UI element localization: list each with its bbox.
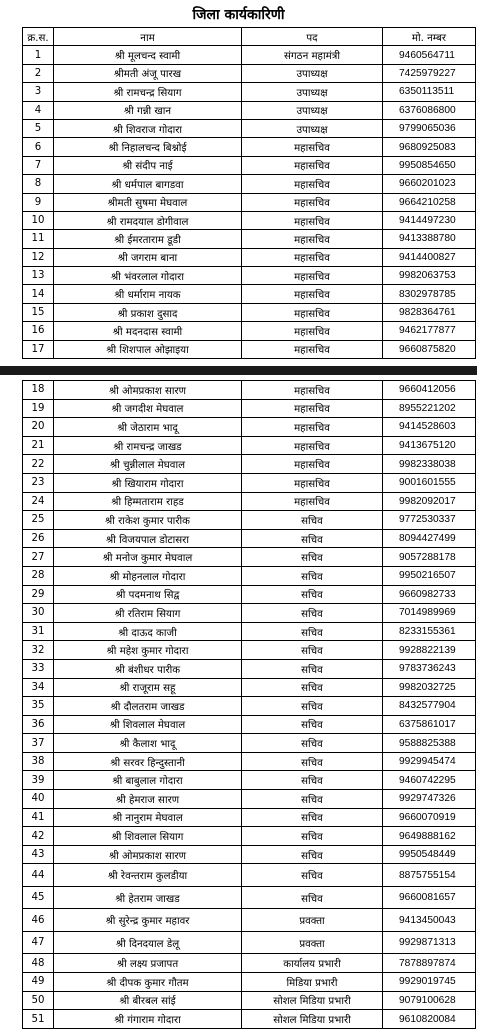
cell-post: सचिव [242,864,383,887]
cell-serial-number: 25 [23,511,54,530]
cell-name: श्री कैलाश भादू [54,734,242,753]
cell-mobile: 9950854650 [383,156,476,174]
cell-name: श्री ओमप्रकाश सारण [54,381,242,400]
table-header-row [23,28,476,46]
table-row [23,83,476,101]
cell-name: श्री रामदयाल डोगीवाल [54,211,242,229]
table-row [23,511,476,530]
table-row [23,399,476,418]
cell-serial-number: 15 [23,303,54,321]
cell-post: उपाध्यक्ष [242,119,383,137]
cell-name: श्री संदीप नाई [54,156,242,174]
cell-name: श्री दौलतराम जाखड [54,697,242,716]
cell-mobile: 9950216507 [383,566,476,585]
cell-serial-number: 3 [23,83,54,101]
cell-post: महासचिव [242,230,383,248]
cell-post: उपाध्यक्ष [242,83,383,101]
cell-mobile: 9079100628 [383,991,476,1010]
cell-mobile: 8432577904 [383,697,476,716]
cell-serial-number: 33 [23,659,54,678]
cell-serial-number: 1 [23,46,54,64]
cell-mobile: 7014989969 [383,604,476,623]
cell-mobile: 9982092017 [383,492,476,511]
cell-name: श्री भंवरलाल गोदारा [54,267,242,285]
cell-name: श्री मोहनलाल गोदारा [54,566,242,585]
table-row [23,585,476,604]
cell-post: महासचिव [242,156,383,174]
cell-name: श्री दाऊद काजी [54,622,242,641]
cell-name: श्री विजयपाल डोटासरा [54,529,242,548]
cell-post: सचिव [242,790,383,809]
cell-mobile: 8875755154 [383,864,476,887]
table-row [23,248,476,266]
cell-mobile: 9982338038 [383,455,476,474]
cell-post: कार्यालय प्रभारी [242,954,383,973]
cell-name: श्री हेमराज सारण [54,790,242,809]
cell-serial-number: 6 [23,138,54,156]
cell-post: सचिव [242,659,383,678]
cell-name: श्री सरवर हिन्दुस्तानी [54,752,242,771]
cell-serial-number: 41 [23,808,54,827]
header-mobile: मो. नम्बर [383,28,476,46]
cell-mobile: 6375861017 [383,715,476,734]
cell-serial-number: 10 [23,211,54,229]
cell-mobile: 9929871313 [383,931,476,954]
cell-serial-number: 50 [23,991,54,1010]
cell-serial-number: 40 [23,790,54,809]
page-title: जिला कार्यकारिणी [192,7,285,23]
cell-mobile: 9783736243 [383,659,476,678]
cell-serial-number: 8 [23,175,54,193]
table-row [23,529,476,548]
cell-name: श्री धर्माराम नायक [54,285,242,303]
cell-post: महासचिव [242,267,383,285]
cell-name: श्रीमती अंजू पारख [54,64,242,82]
table-row [23,622,476,641]
cell-post: महासचिव [242,399,383,418]
cell-post: सचिव [242,548,383,567]
cell-post: सचिव [242,622,383,641]
cell-serial-number: 27 [23,548,54,567]
table-row [23,566,476,585]
cell-serial-number: 31 [23,622,54,641]
cell-serial-number: 5 [23,119,54,137]
header-name: नाम [54,28,242,46]
cell-post: महासचिव [242,322,383,340]
cell-mobile: 9928822139 [383,641,476,660]
cell-serial-number: 47 [23,931,54,954]
table-row [23,156,476,174]
cell-serial-number: 30 [23,604,54,623]
cell-post: सचिव [242,715,383,734]
cell-post: सचिव [242,827,383,846]
cell-mobile: 9660201023 [383,175,476,193]
cell-mobile: 8233155361 [383,622,476,641]
cell-name: श्री शिवलाल मेघवाल [54,715,242,734]
cell-name: श्री प्रकाश दुसाद [54,303,242,321]
cell-serial-number: 36 [23,715,54,734]
cell-name: श्री सुरेन्द्र कुमार महावर [54,909,242,932]
cell-post: उपाध्यक्ष [242,64,383,82]
cell-mobile: 9413675120 [383,436,476,455]
cell-name: श्री राजूराम सहू [54,678,242,697]
cell-name: श्री मदनदास स्वामी [54,322,242,340]
table-row [23,418,476,437]
table-row [23,678,476,697]
table-row [23,211,476,229]
table-row [23,973,476,992]
cell-mobile: 9929747326 [383,790,476,809]
table-row [23,659,476,678]
cell-serial-number: 20 [23,418,54,437]
cell-mobile: 9460742295 [383,771,476,790]
cell-mobile: 9460564711 [383,46,476,64]
table-row [23,827,476,846]
table-row [23,790,476,809]
cell-serial-number: 38 [23,752,54,771]
members-table-part-2 [22,380,476,1029]
cell-name: श्री जगदीश मेघवाल [54,399,242,418]
cell-mobile: 9664210258 [383,193,476,211]
cell-post: महासचिव [242,211,383,229]
cell-name: श्री लक्ष्य प्रजापत [54,954,242,973]
cell-serial-number: 35 [23,697,54,716]
cell-post: सोशल मिडिया प्रभारी [242,991,383,1010]
cell-serial-number: 19 [23,399,54,418]
cell-mobile: 9929019745 [383,973,476,992]
cell-serial-number: 46 [23,909,54,932]
cell-serial-number: 26 [23,529,54,548]
cell-serial-number: 24 [23,492,54,511]
cell-post: सचिव [242,511,383,530]
header-serial-number: क्र.स. [23,28,54,46]
table-row [23,473,476,492]
cell-mobile: 9414528603 [383,418,476,437]
cell-mobile: 8955221202 [383,399,476,418]
cell-name: श्री गन्नी खान [54,101,242,119]
cell-mobile: 9610820084 [383,1010,476,1029]
cell-mobile: 9057288178 [383,548,476,567]
cell-post: प्रवक्ता [242,931,383,954]
cell-name: श्री रतिराम सियाग [54,604,242,623]
cell-name: श्री हेतराम जाखड [54,886,242,909]
table-row [23,46,476,64]
cell-post: महासचिव [242,492,383,511]
cell-serial-number: 28 [23,566,54,585]
cell-mobile: 9001601555 [383,473,476,492]
table-row [23,230,476,248]
table-row [23,604,476,623]
cell-name: श्री ओमप्रकाश सारण [54,845,242,864]
cell-serial-number: 22 [23,455,54,474]
table-row [23,285,476,303]
cell-mobile: 9660412056 [383,381,476,400]
cell-post: सचिव [242,752,383,771]
table-row [23,886,476,909]
cell-name: श्री नानुराम मेघवाल [54,808,242,827]
cell-post: सचिव [242,771,383,790]
cell-mobile: 9660875820 [383,340,476,358]
table-row [23,909,476,932]
cell-mobile: 9772530337 [383,511,476,530]
cell-mobile: 6376086800 [383,101,476,119]
cell-serial-number: 2 [23,64,54,82]
cell-serial-number: 48 [23,954,54,973]
cell-mobile: 9660081657 [383,886,476,909]
cell-post: संगठन महामंत्री [242,46,383,64]
cell-mobile: 9929945474 [383,752,476,771]
cell-serial-number: 43 [23,845,54,864]
cell-name: श्री बीरबल सांई [54,991,242,1010]
cell-name: श्री शिशपाल ओझाइया [54,340,242,358]
cell-mobile: 9413450043 [383,909,476,932]
table-row [23,455,476,474]
cell-name: श्री चुन्नीलाल मेघवाल [54,455,242,474]
cell-post: सचिव [242,641,383,660]
table-row [23,864,476,887]
cell-serial-number: 42 [23,827,54,846]
cell-post: सचिव [242,886,383,909]
cell-name: श्री रामचन्द्र सियाग [54,83,242,101]
cell-mobile: 9462177877 [383,322,476,340]
cell-serial-number: 9 [23,193,54,211]
cell-name: श्री हिम्मताराम राहड [54,492,242,511]
cell-name: श्री खियाराम गोदारा [54,473,242,492]
cell-name: श्री शिवलाल सियाग [54,827,242,846]
table-row [23,436,476,455]
cell-post: महासचिव [242,381,383,400]
cell-name: श्री धर्मपाल बागडवा [54,175,242,193]
cell-name: श्री दीपक कुमार गौतम [54,973,242,992]
table-row [23,64,476,82]
table-row [23,715,476,734]
cell-name: श्री शिवराज गोदारा [54,119,242,137]
cell-serial-number: 39 [23,771,54,790]
cell-serial-number: 37 [23,734,54,753]
table-row [23,845,476,864]
cell-name: श्री राकेश कुमार पारीक [54,511,242,530]
table-row [23,175,476,193]
cell-serial-number: 44 [23,864,54,887]
cell-post: महासचिव [242,175,383,193]
cell-serial-number: 18 [23,381,54,400]
table-row [23,548,476,567]
cell-mobile: 7878897874 [383,954,476,973]
section-divider-band [0,366,477,375]
table-row [23,193,476,211]
cell-post: प्रवक्ता [242,909,383,932]
cell-post: महासचिव [242,303,383,321]
cell-post: महासचिव [242,193,383,211]
cell-post: सचिव [242,566,383,585]
cell-post: सचिव [242,734,383,753]
cell-name: श्री ईमरताराम डूडी [54,230,242,248]
cell-mobile: 9660982733 [383,585,476,604]
cell-serial-number: 51 [23,1010,54,1029]
table-row [23,492,476,511]
cell-serial-number: 12 [23,248,54,266]
cell-post: महासचिव [242,285,383,303]
table-row [23,340,476,358]
cell-mobile: 9588825388 [383,734,476,753]
table-row [23,138,476,156]
cell-serial-number: 16 [23,322,54,340]
cell-mobile: 9649888162 [383,827,476,846]
header-post: पद [242,28,383,46]
table-row [23,808,476,827]
cell-serial-number: 34 [23,678,54,697]
table-row [23,931,476,954]
cell-name: श्री मूलचन्द स्वामी [54,46,242,64]
cell-mobile: 9660070919 [383,808,476,827]
table-row [23,771,476,790]
cell-mobile: 9413388780 [383,230,476,248]
table-row [23,267,476,285]
cell-serial-number: 49 [23,973,54,992]
cell-mobile: 9950548449 [383,845,476,864]
cell-post: सचिव [242,604,383,623]
cell-post: महासचिव [242,248,383,266]
cell-post: महासचिव [242,455,383,474]
cell-post: सचिव [242,808,383,827]
table-row [23,954,476,973]
cell-post: सोशल मिडिया प्रभारी [242,1010,383,1029]
cell-mobile: 7425979227 [383,64,476,82]
cell-post: मिडिया प्रभारी [242,973,383,992]
cell-mobile: 9799065036 [383,119,476,137]
cell-name: श्री महेश कुमार गोदारा [54,641,242,660]
cell-post: महासचिव [242,138,383,156]
cell-mobile: 8094427499 [383,529,476,548]
cell-post: सचिव [242,585,383,604]
cell-serial-number: 7 [23,156,54,174]
cell-name: श्री दिनदयाल डेलू [54,931,242,954]
cell-mobile: 9414400827 [383,248,476,266]
cell-name: श्री बंशीधर पारीक [54,659,242,678]
cell-name: श्रीमती सुषमा मेघवाल [54,193,242,211]
cell-serial-number: 29 [23,585,54,604]
cell-mobile: 9982063753 [383,267,476,285]
table-row [23,991,476,1010]
cell-name: श्री गंगाराम गोदारा [54,1010,242,1029]
table-row [23,697,476,716]
cell-serial-number: 11 [23,230,54,248]
cell-post: सचिव [242,845,383,864]
cell-post: महासचिव [242,340,383,358]
cell-serial-number: 14 [23,285,54,303]
cell-name: श्री मनोज कुमार मेघवाल [54,548,242,567]
cell-serial-number: 32 [23,641,54,660]
cell-mobile: 9680925083 [383,138,476,156]
cell-serial-number: 23 [23,473,54,492]
cell-name: श्री निहालचन्द बिश्नोई [54,138,242,156]
cell-name: श्री रेवन्तराम कुलडीया [54,864,242,887]
cell-serial-number: 45 [23,886,54,909]
cell-post: महासचिव [242,418,383,437]
cell-name: श्री जगराम बाना [54,248,242,266]
cell-mobile: 9414497230 [383,211,476,229]
cell-post: उपाध्यक्ष [242,101,383,119]
table-row [23,303,476,321]
table-row [23,381,476,400]
cell-name: श्री पदमनाथ सिद्व [54,585,242,604]
table-row [23,1010,476,1029]
table-row [23,641,476,660]
table-row [23,752,476,771]
cell-name: श्री रामचन्द्र जाखड [54,436,242,455]
table-row [23,101,476,119]
cell-name: श्री बाबुलाल गोदारा [54,771,242,790]
cell-mobile: 6350113511 [383,83,476,101]
cell-serial-number: 21 [23,436,54,455]
cell-post: महासचिव [242,436,383,455]
members-table-part-1 [22,27,476,359]
table-row [23,734,476,753]
cell-post: महासचिव [242,473,383,492]
table-row [23,322,476,340]
cell-post: सचिव [242,529,383,548]
table-row [23,119,476,137]
cell-serial-number: 13 [23,267,54,285]
cell-serial-number: 17 [23,340,54,358]
cell-mobile: 8302978785 [383,285,476,303]
cell-serial-number: 4 [23,101,54,119]
cell-mobile: 9828364761 [383,303,476,321]
cell-post: सचिव [242,678,383,697]
cell-mobile: 9982032725 [383,678,476,697]
cell-post: सचिव [242,697,383,716]
cell-name: श्री जेठाराम भादू [54,418,242,437]
